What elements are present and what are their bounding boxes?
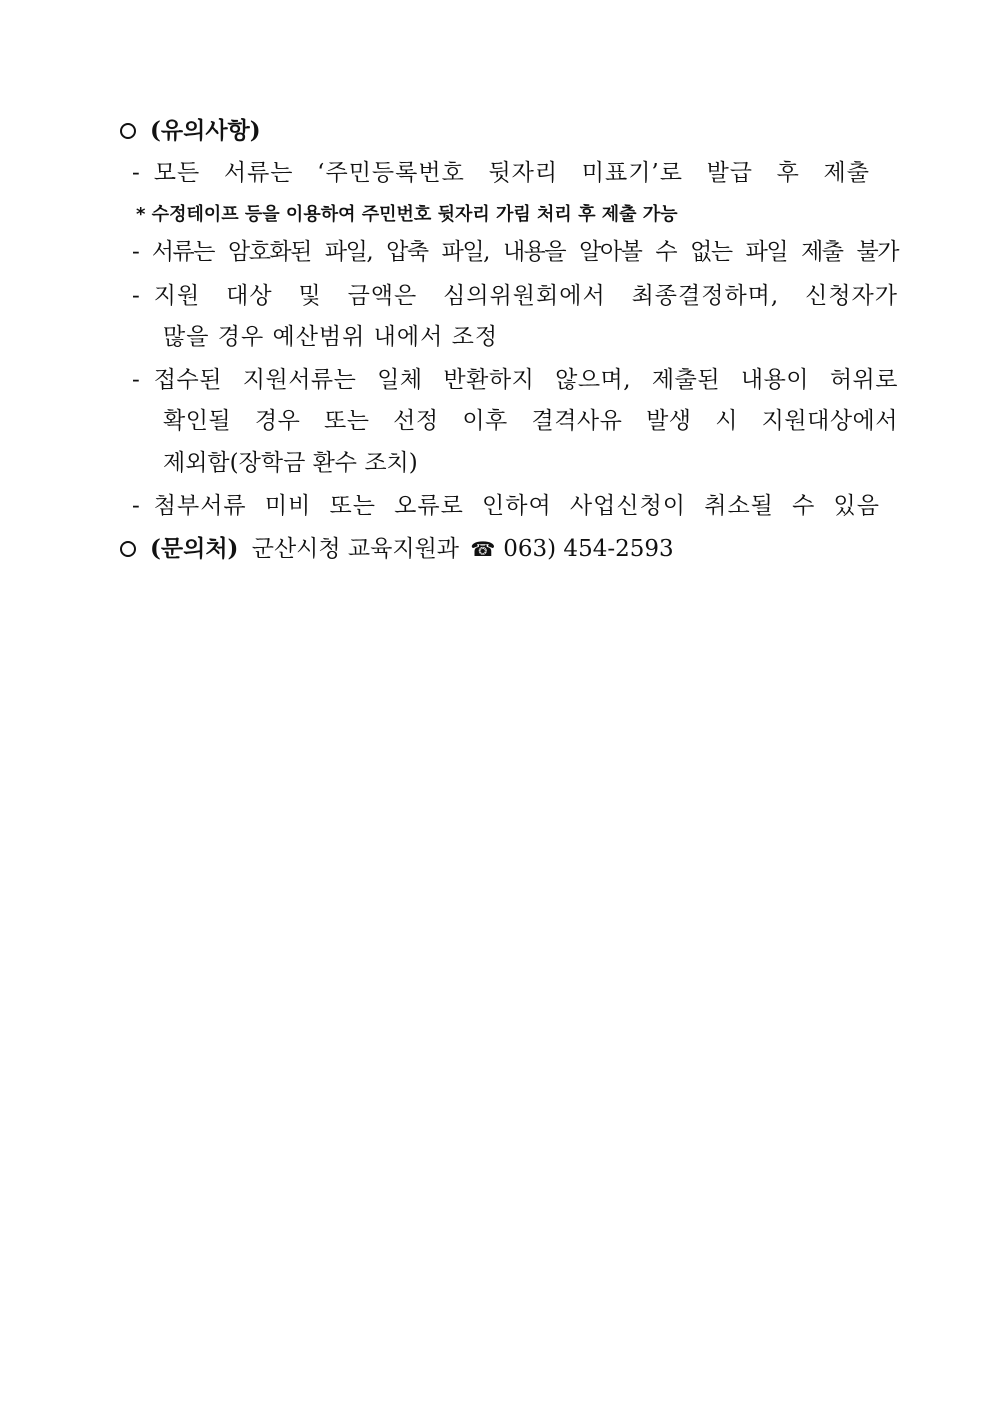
notes-heading — [120, 116, 261, 146]
notes-footnote: * 수정테이프 등을 이용하여 주민번호 뒷자리 가림 처리 후 제출 가능 — [136, 204, 678, 225]
dash-marker: - — [132, 367, 140, 393]
notes-item-3-continuation: 많을 경우 예산범위 내에서 조정 — [163, 324, 499, 350]
contact-department: 군산시청 교육지원과 — [251, 536, 460, 562]
phone-icon: ☎ — [470, 537, 496, 561]
dash-marker: - — [132, 283, 140, 309]
dash-marker: - — [132, 160, 140, 186]
notes-item-5-text: 첨부서류 미비 또는 오류로 인하여 사업신청이 취소될 수 있음 — [153, 493, 880, 519]
notes-item-1-text: 모든 서류는 ‘주민등록번호 뒷자리 미표기’로 발급 후 제출 — [153, 160, 870, 186]
notes-item-3 — [132, 281, 898, 311]
notes-item-4-text: 접수된 지원서류는 일체 반환하지 않으며, 제출된 내용이 허위로 — [153, 367, 898, 393]
notes-item-5 — [132, 491, 880, 521]
circle-bullet-icon — [120, 541, 136, 557]
notes-item-2-text: 서류는 암호화된 파일, 압축 파일, 내용을 알아볼 수 없는 파일 제출 불가 — [151, 239, 898, 265]
notes-heading-text: (유의사항) — [150, 117, 261, 144]
notes-item-2 — [132, 237, 898, 267]
notes-item-4 — [132, 365, 898, 395]
dash-marker: - — [132, 493, 140, 519]
notes-item-4-continuation: 확인될 경우 또는 선정 이후 결격사유 발생 시 지원대상에서 — [163, 408, 898, 434]
circle-bullet-icon — [120, 123, 136, 139]
contact-label: (문의처) — [150, 535, 239, 562]
dash-marker: - — [132, 239, 140, 265]
contact-phone: 063) 454-2593 — [503, 536, 674, 562]
notes-item-3-text: 지원 대상 및 금액은 심의위원회에서 최종결정하며, 신청자가 — [153, 283, 898, 309]
contact-line — [120, 534, 674, 564]
notes-item-4-continuation-2: 제외함(장학금 환수 조치) — [163, 450, 418, 476]
notes-item-1 — [132, 158, 870, 188]
